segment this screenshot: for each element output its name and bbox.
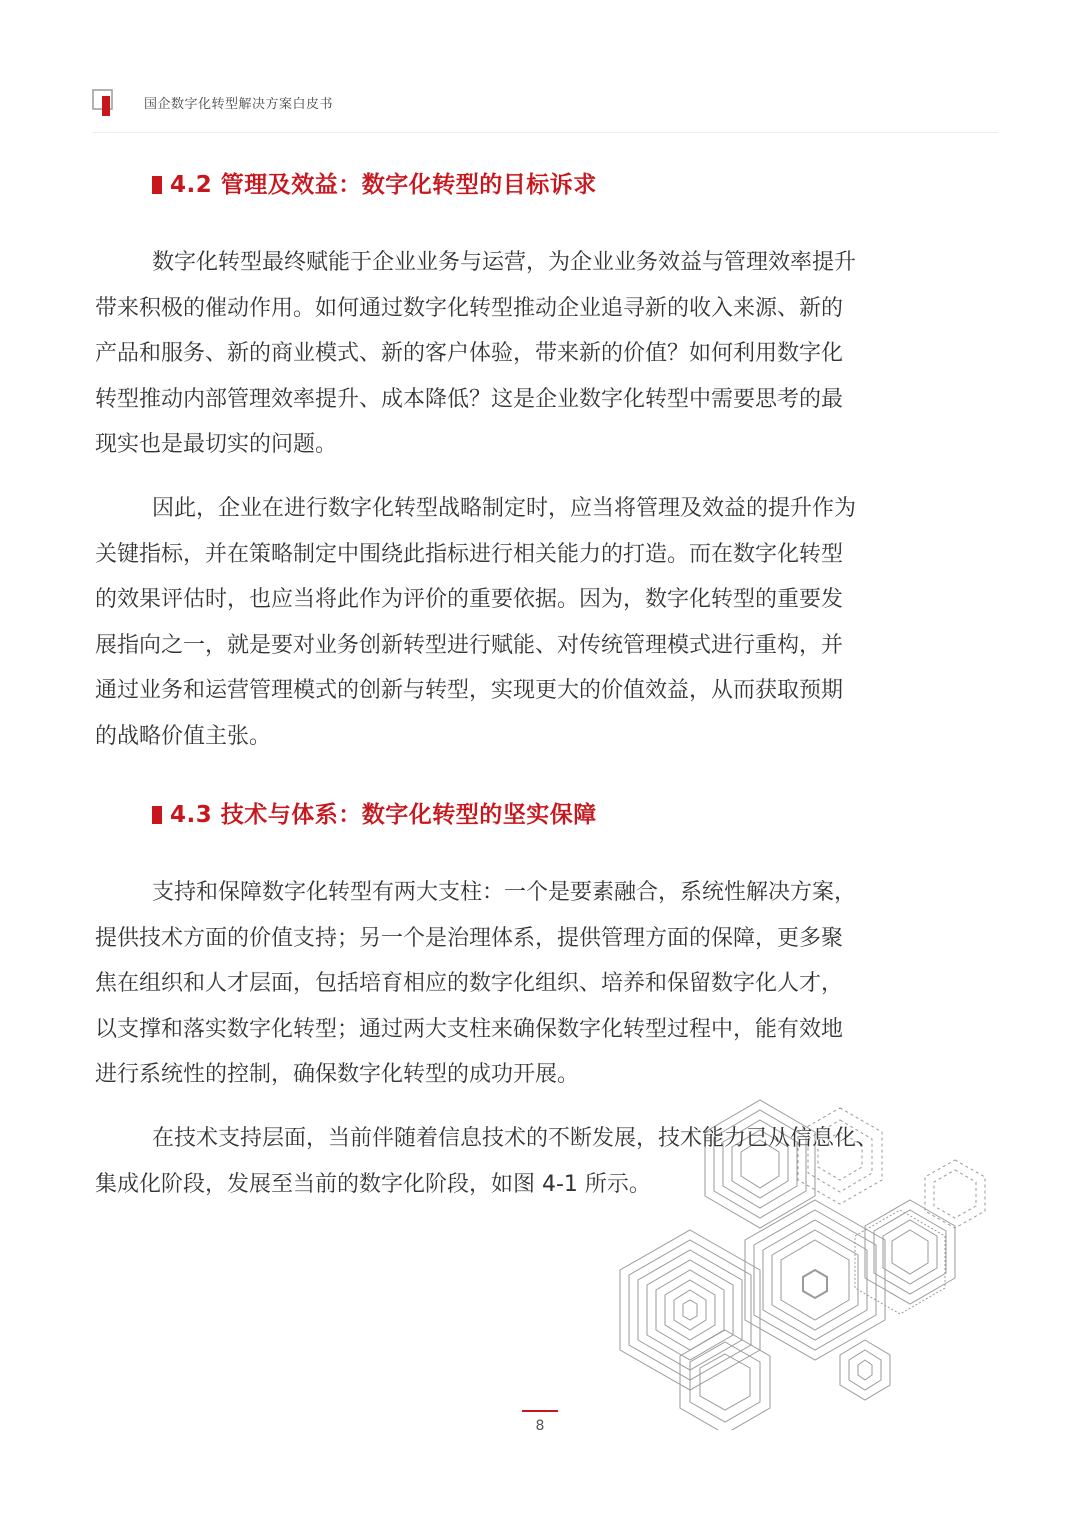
hexagon-cluster-bottom-left [680, 1330, 770, 1430]
hexagon-cluster-mid-right [855, 1210, 945, 1314]
text-line: 展指向之一，就是要对业务创新转型进行赋能、对传统管理模式进行重构，并 [95, 632, 844, 658]
text-line: 焦在组织和人才层面，包括培育相应的数字化组织、培养和保留数字化人才， [95, 971, 844, 996]
page-header [92, 86, 998, 116]
hexagon-cluster-right [865, 1200, 955, 1304]
text-line: 的效果评估时，也应当将此作为评价的重要依据。因为，数字化转型的重要发 [95, 587, 844, 612]
text-line: 在技术支持层面，当前伴随着信息技术的不断发展，技术能力已从信息化、 [152, 1126, 879, 1151]
section-heading-4-3 [152, 796, 597, 829]
heading-marker-icon [152, 176, 162, 194]
paragraph [95, 870, 987, 1098]
text-line: 进行系统性的控制，确保数字化转型的成功开展。 [95, 1062, 580, 1087]
text-line: 转型推动内部管理效率提升、成本降低？这是企业数字化转型中需要思考的最 [95, 386, 844, 412]
paragraph [95, 240, 987, 468]
heading-marker-icon [152, 806, 162, 824]
text-line: 集成化阶段，发展至当前的数字化阶段，如图 4-1 所示。 [95, 1171, 651, 1197]
page-number: 8 [535, 1418, 545, 1434]
text-line: 产品和服务、新的商业模式、新的客户体验，带来新的价值？如何利用数字化 [95, 341, 844, 366]
paragraph [95, 486, 987, 759]
page-footer [520, 1410, 560, 1434]
section-heading-4-2 [152, 166, 597, 199]
paragraph [95, 1116, 987, 1207]
text-line: 数字化转型最终赋能于企业业务与运营，为企业业务效益与管理效率提升 [152, 250, 857, 275]
text-line: 提供技术方面的价值支持；另一个是治理体系，提供管理方面的保障，更多聚 [95, 925, 844, 951]
hexagon-cluster-left [620, 1230, 760, 1390]
text-line: 以支撑和落实数字化转型；通过两大支柱来确保数字化转型过程中，能有效地 [95, 1016, 844, 1042]
text-line: 带来积极的催动作用。如何通过数字化转型推动企业追寻新的收入来源、新的 [95, 295, 844, 321]
text-line: 支持和保障数字化转型有两大支柱：一个是要素融合，系统性解决方案， [152, 880, 857, 905]
text-line: 因此，企业在进行数字化转型战略制定时，应当将管理及效益的提升作为 [152, 496, 857, 521]
section-heading-text: 4.2 管理及效益：数字化转型的目标诉求 [170, 172, 597, 198]
section-heading-text: 4.3 技术与体系：数字化转型的坚实保障 [170, 802, 597, 828]
footer-divider [522, 1410, 558, 1412]
document-title: 国企数字化转型解决方案白皮书 [144, 97, 334, 112]
hexagon-cluster-bottom-right [840, 1340, 890, 1400]
header-divider [92, 132, 998, 133]
text-line: 关键指标，并在策略制定中围绕此指标进行相关能力的打造。而在数字化转型 [95, 541, 844, 567]
hexagon-cluster-center [745, 1200, 885, 1360]
text-line: 的战略价值主张。 [95, 723, 272, 749]
report-logo-icon [92, 86, 116, 116]
text-line: 通过业务和运营管理模式的创新与转型，实现更大的价值效益，从而获取预期 [95, 678, 844, 703]
text-line: 现实也是最切实的问题。 [95, 432, 338, 457]
